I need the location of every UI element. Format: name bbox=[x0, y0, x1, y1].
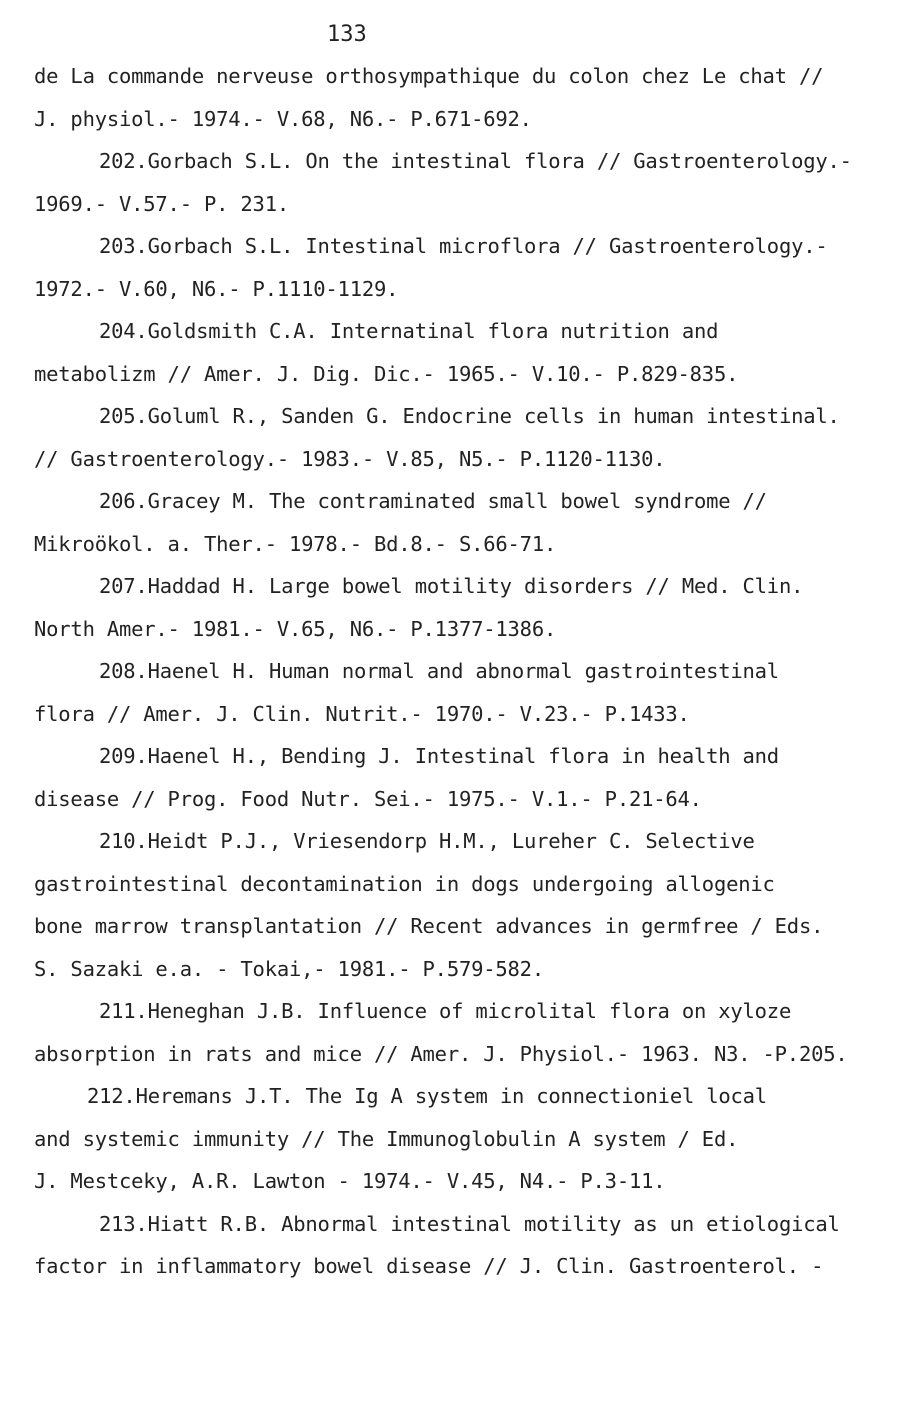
reference-line: 1969.- V.57.- P. 231. bbox=[34, 192, 289, 216]
reference-line: de La commande nerveuse orthosympathique du colon chez Le chat // bbox=[34, 64, 824, 88]
reference-line: factor in inflammatory bowel disease // J. Clin. Gastroenterol. - bbox=[34, 1254, 824, 1278]
reference-line: metabolizm // Amer. J. Dig. Dic.- 1965.- V.10.- P.829-835. bbox=[34, 362, 739, 386]
reference-line: disease // Prog. Food Nutr. Sei.- 1975.- V.1.- P.21-64. bbox=[34, 787, 702, 811]
reference-line: 205.Goluml R., Sanden G. Endocrine cells in human intestinal. bbox=[99, 404, 840, 428]
reference-line: J. physiol.- 1974.- V.68, N6.- P.671-692. bbox=[34, 107, 532, 131]
reference-line: 207.Haddad H. Large bowel motility disorders // Med. Clin. bbox=[99, 574, 804, 598]
reference-line: S. Sazaki e.a. - Tokai,- 1981.- P.579-582. bbox=[34, 957, 544, 981]
reference-line: Mikroökol. a. Ther.- 1978.- Bd.8.- S.66-71. bbox=[34, 532, 557, 556]
reference-line: North Amer.- 1981.- V.65, N6.- P.1377-1386. bbox=[34, 617, 557, 641]
reference-line: bone marrow transplantation // Recent advances in germfree / Eds. bbox=[34, 914, 824, 938]
reference-line: 212.Heremans J.T. The Ig A system in connectioniel local bbox=[87, 1084, 767, 1108]
reference-line: 211.Heneghan J.B. Influence of microlital flora on xyloze bbox=[99, 999, 792, 1023]
reference-line: 206.Gracey M. The contraminated small bowel syndrome // bbox=[99, 489, 767, 513]
reference-line: // Gastroenterology.- 1983.- V.85, N5.- P.1120-1130. bbox=[34, 447, 666, 471]
reference-line: 204.Goldsmith C.A. Internatinal flora nutrition and bbox=[99, 319, 719, 343]
page-number: 133 bbox=[327, 22, 367, 47]
reference-line: 210.Heidt P.J., Vriesendorp H.M., Lureher C. Selective bbox=[99, 829, 755, 853]
reference-line: flora // Amer. J. Clin. Nutrit.- 1970.- V.23.- P.1433. bbox=[34, 702, 690, 726]
reference-line: 203.Gorbach S.L. Intestinal microflora // Gastroenterology.- bbox=[99, 234, 828, 258]
reference-line: absorption in rats and mice // Amer. J. Physiol.- 1963. N3. -P.205. bbox=[34, 1042, 848, 1066]
reference-line: 208.Haenel H. Human normal and abnormal gastrointestinal bbox=[99, 659, 779, 683]
reference-line: J. Mestceky, A.R. Lawton - 1974.- V.45, N4.- P.3-11. bbox=[34, 1169, 666, 1193]
reference-line: 213.Hiatt R.B. Abnormal intestinal motility as un etiological bbox=[99, 1212, 840, 1236]
reference-line: 209.Haenel H., Bending J. Intestinal flora in health and bbox=[99, 744, 779, 768]
reference-line: gastrointestinal decontamination in dogs undergoing allogenic bbox=[34, 872, 775, 896]
reference-line: and systemic immunity // The Immunoglobulin A system / Ed. bbox=[34, 1127, 739, 1151]
reference-line: 1972.- V.60, N6.- P.1110-1129. bbox=[34, 277, 399, 301]
reference-line: 202.Gorbach S.L. On the intestinal flora // Gastroenterology.- bbox=[99, 149, 852, 173]
